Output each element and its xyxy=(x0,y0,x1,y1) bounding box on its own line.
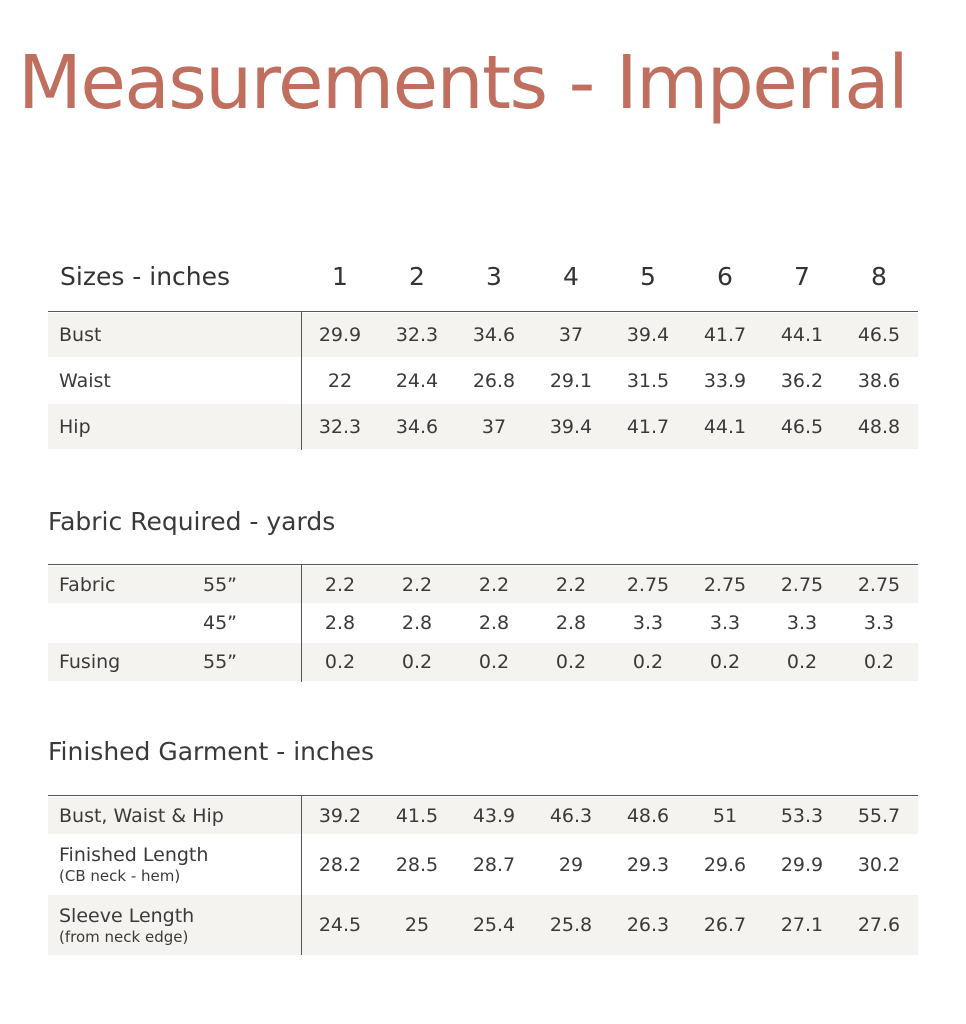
table-cell: 0.2 xyxy=(478,651,510,673)
table-cell: 44.1 xyxy=(780,324,824,346)
table-cell: 2.75 xyxy=(703,573,747,596)
table-cell: 29.3 xyxy=(626,853,670,876)
size-header: 6 xyxy=(717,262,733,291)
row-label-note: (CB neck - hem) xyxy=(59,867,181,885)
table-cell: 32.3 xyxy=(395,324,439,346)
table-cell: 2.8 xyxy=(555,612,587,634)
table-divider xyxy=(48,795,918,796)
table-cell: 2.75 xyxy=(857,573,901,596)
table-cell: 28.2 xyxy=(318,853,362,876)
table-cell: 39.4 xyxy=(626,324,670,346)
table-row xyxy=(48,566,918,603)
table-cell: 29.6 xyxy=(703,853,747,876)
section-title-fabric: Fabric Required - yards xyxy=(48,507,336,536)
table-cell: 28.7 xyxy=(472,853,516,876)
table-cell: 3.3 xyxy=(786,612,818,634)
table-cell: 27.6 xyxy=(857,914,901,936)
column-divider xyxy=(301,796,302,955)
table-cell: 34.6 xyxy=(395,415,439,438)
table-cell: 26.8 xyxy=(472,369,516,392)
table-cell: 39.2 xyxy=(318,804,362,827)
table-divider xyxy=(48,564,918,565)
table-cell: 25 xyxy=(404,914,430,936)
row-label-text: Finished Length xyxy=(59,844,209,866)
table-cell: 0.2 xyxy=(401,651,433,673)
table-cell: 3.3 xyxy=(632,612,664,634)
table-cell: 38.6 xyxy=(857,369,901,392)
table-cell: 55.7 xyxy=(857,804,901,827)
table-cell: 36.2 xyxy=(780,369,824,392)
row-label: Fabric xyxy=(59,573,116,596)
table-divider xyxy=(48,311,918,312)
table-cell: 51 xyxy=(712,804,738,827)
section-title-finished: Finished Garment - inches xyxy=(48,737,374,766)
table-cell: 41.7 xyxy=(703,324,747,346)
table-cell: 0.2 xyxy=(632,651,664,673)
table-cell: 32.3 xyxy=(318,415,362,438)
table-cell: 29 xyxy=(558,853,584,876)
column-divider xyxy=(301,565,302,682)
table-cell: 29.9 xyxy=(318,324,362,346)
table-cell: 43.9 xyxy=(472,804,516,827)
table-cell: 0.2 xyxy=(555,651,587,673)
table-cell: 25.4 xyxy=(472,914,516,936)
size-header: 8 xyxy=(871,262,887,291)
row-label-note: (from neck edge) xyxy=(59,927,189,946)
table-row xyxy=(48,313,918,357)
table-cell: 2.2 xyxy=(324,573,356,596)
table-cell: 28.5 xyxy=(395,853,439,876)
table-cell: 0.2 xyxy=(709,651,741,673)
table-cell: 2.8 xyxy=(401,612,433,634)
table-cell: 44.1 xyxy=(703,415,747,438)
row-label xyxy=(59,895,194,955)
table-cell: 0.2 xyxy=(324,651,356,673)
table-cell: 37 xyxy=(481,415,507,438)
row-label: Fusing xyxy=(59,651,121,673)
table-row xyxy=(48,895,918,955)
size-header: 2 xyxy=(409,262,425,291)
fabric-width: 55” xyxy=(203,573,238,596)
row-label-text: Bust, Waist & Hip xyxy=(59,804,224,827)
table-cell: 46.3 xyxy=(549,804,593,827)
table-cell: 53.3 xyxy=(780,804,824,827)
table-row xyxy=(48,404,918,449)
fabric-width: 55” xyxy=(203,651,238,673)
table-cell: 2.2 xyxy=(478,573,510,596)
row-label: Hip xyxy=(59,415,91,438)
size-header: 4 xyxy=(563,262,579,291)
size-header: 3 xyxy=(486,262,502,291)
page-title: Measurements - Imperial xyxy=(18,40,908,126)
table-cell: 46.5 xyxy=(857,324,901,346)
table-cell: 24.5 xyxy=(318,914,362,936)
table-cell: 48.8 xyxy=(857,415,901,438)
table-row xyxy=(48,797,918,834)
table-cell: 2.75 xyxy=(780,573,824,596)
table-cell: 30.2 xyxy=(857,853,901,876)
table-cell: 24.4 xyxy=(395,369,439,392)
row-label xyxy=(59,835,208,894)
table-cell: 46.5 xyxy=(780,415,824,438)
size-header: 1 xyxy=(332,262,348,291)
table-cell: 2.8 xyxy=(478,612,510,634)
table-row xyxy=(48,835,918,894)
fabric-width: 45” xyxy=(203,612,238,634)
table-cell: 41.7 xyxy=(626,415,670,438)
table-cell: 3.3 xyxy=(709,612,741,634)
row-label xyxy=(59,797,224,834)
table-cell: 0.2 xyxy=(863,651,895,673)
table-row xyxy=(48,604,918,642)
row-label-text: Sleeve Length xyxy=(59,904,195,927)
table-row xyxy=(48,643,918,681)
size-header: 5 xyxy=(640,262,656,291)
row-label: Waist xyxy=(59,369,111,392)
table-cell: 41.5 xyxy=(395,804,439,827)
table-cell: 2.2 xyxy=(555,573,587,596)
table-cell: 48.6 xyxy=(626,804,670,827)
table-cell: 29.1 xyxy=(549,369,593,392)
column-divider xyxy=(301,312,302,450)
table-cell: 39.4 xyxy=(549,415,593,438)
table-cell: 29.9 xyxy=(780,853,824,876)
table-cell: 2.8 xyxy=(324,612,356,634)
table-cell: 26.7 xyxy=(703,914,747,936)
sizes-header-label: Sizes - inches xyxy=(60,262,231,291)
table-cell: 3.3 xyxy=(863,612,895,634)
table-cell: 31.5 xyxy=(626,369,670,392)
table-cell: 2.75 xyxy=(626,573,670,596)
table-cell: 0.2 xyxy=(786,651,818,673)
table-cell: 27.1 xyxy=(780,914,824,936)
row-label: Bust xyxy=(59,324,102,346)
table-cell: 25.8 xyxy=(549,914,593,936)
table-cell: 2.2 xyxy=(401,573,433,596)
size-header: 7 xyxy=(794,262,810,291)
table-row xyxy=(48,358,918,403)
table-cell: 33.9 xyxy=(703,369,747,392)
table-cell: 22 xyxy=(327,369,353,392)
table-cell: 26.3 xyxy=(626,914,670,936)
table-cell: 34.6 xyxy=(472,324,516,346)
table-cell: 37 xyxy=(558,324,584,346)
